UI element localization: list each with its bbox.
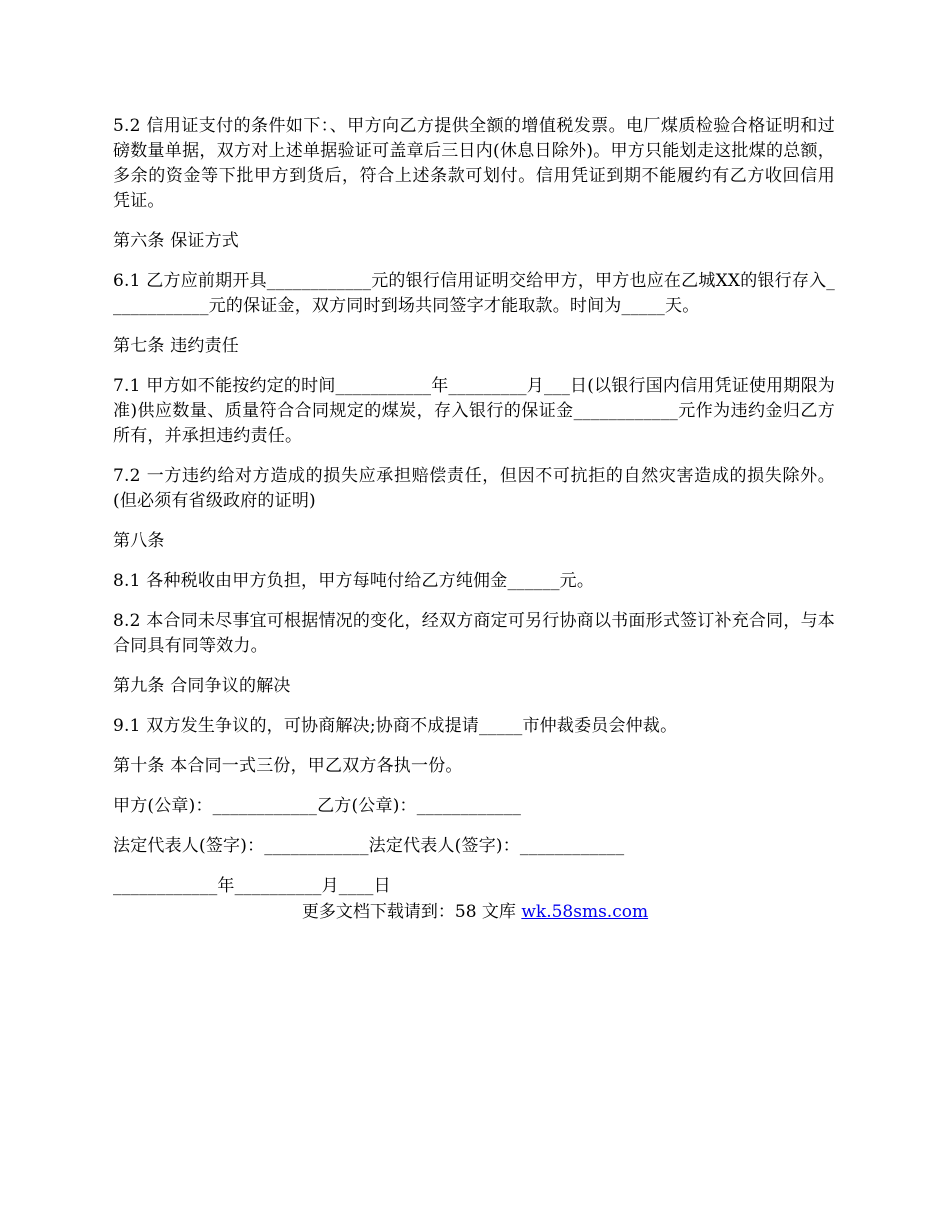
download-footer [0,900,950,925]
article-9-heading: 第九条 合同争议的解决 [113,676,291,696]
date-line: ____________年__________月____日 [113,876,391,896]
article-8-heading: 第八条 [113,531,165,551]
clause-7-1-paragraph: 7.1 甲方如不能按约定的时间___________年_________月___日(以银行国内信用凭证使用期限为准)供应数量、质量符合合同规定的煤炭，存入银行的保证金____________元作为违约金归乙方所有，并承担违约责任。 [113,376,835,446]
article-10-paragraph: 第十条 本合同一式三份，甲乙双方各执一份。 [113,756,463,776]
article-6-heading: 第六条 保证方式 [113,231,240,251]
clause-7-2-paragraph: 7.2 一方违约给对方造成的损失应承担赔偿责任，但因不可抗拒的自然灾害造成的损失除外。(但必须有省级政府的证明) [113,466,835,511]
legal-representative-signature-line: 法定代表人(签字)：____________法定代表人(签字)：____________ [113,836,625,856]
article-7-heading: 第七条 违约责任 [113,336,240,356]
clause-5-2-paragraph: 5.2 信用证支付的条件如下：、甲方向乙方提供全额的增值税发票。电厂煤质检验合格证明和过磅数量单据，双方对上述单据验证可盖章后三日内(休息日除外)。甲方只能划走这批煤的总额，多余的资金等下批甲方到货后，符合上述条款可划付。信用凭证到期不能履约有乙方收回信用凭证。 [113,116,835,211]
footer-link[interactable]: wk.58sms.com [521,902,649,922]
clause-8-2-paragraph: 8.2 本合同未尽事宜可根据情况的变化，经双方商定可另行协商以书面形式签订补充合同，与本合同具有同等效力。 [113,611,835,656]
document-body [113,114,835,914]
clause-6-1-paragraph: 6.1 乙方应前期开具____________元的银行信用证明交给甲方，甲方也应在乙城XX的银行存入____________元的保证金，双方同时到场共同签字才能取款。时间为_____天。 [113,271,835,316]
footer-text: 更多文档下载请到：58 文库 [301,902,522,922]
party-seal-line: 甲方(公章)：____________乙方(公章)：____________ [113,796,522,816]
clause-9-1-paragraph: 9.1 双方发生争议的，可协商解决;协商不成提请_____市仲裁委员会仲裁。 [113,716,678,736]
clause-8-1-paragraph: 8.1 各种税收由甲方负担，甲方每吨付给乙方纯佣金______元。 [113,571,595,591]
